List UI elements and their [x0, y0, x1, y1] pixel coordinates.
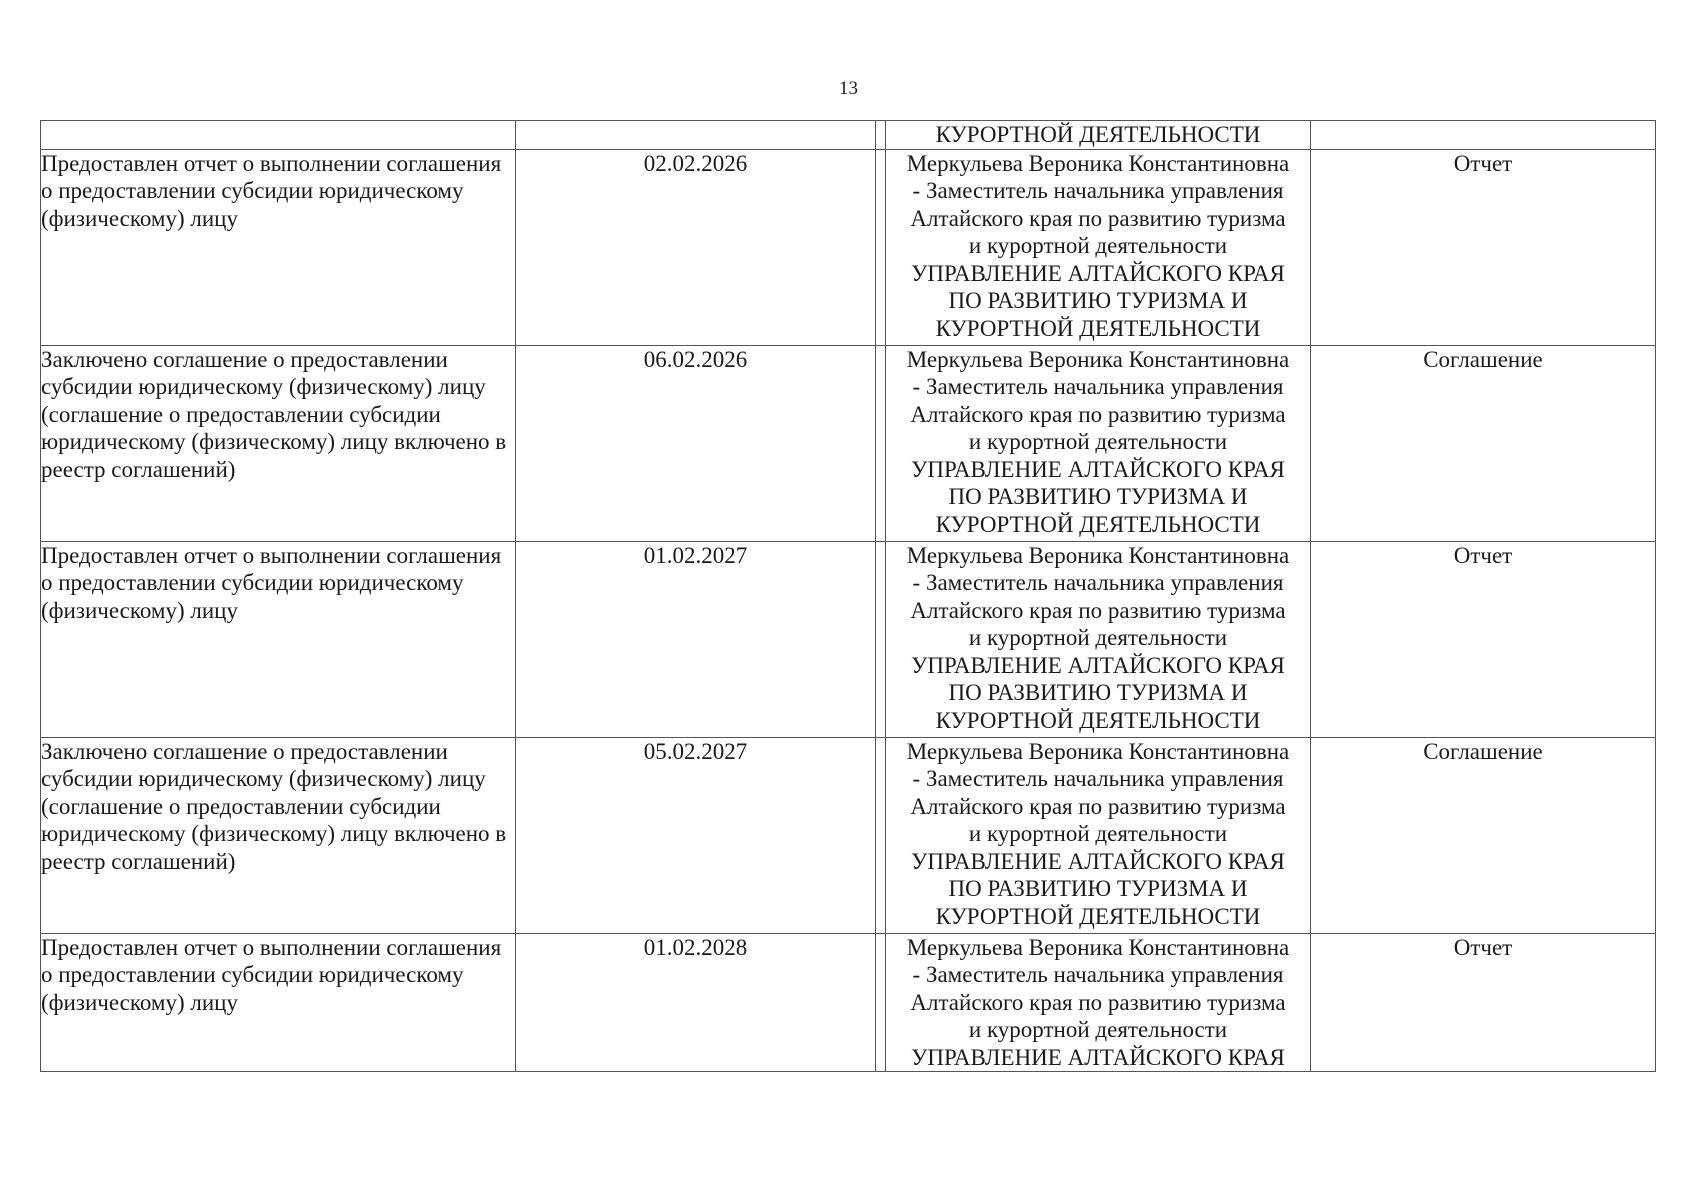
responsible-line: Алтайского края по развитию туризма	[910, 989, 1286, 1015]
date-cell: 02.02.2026	[516, 149, 876, 345]
document-cell	[1311, 121, 1656, 150]
table-row	[41, 149, 1656, 345]
document-cell: Отчет	[1311, 541, 1656, 737]
responsible-cell	[886, 121, 1311, 150]
column-gap	[876, 345, 886, 541]
event-cell: Предоставлен отчет о выполнении соглашения о предоставлении субсидии юридическому (физическому) лицу	[41, 149, 516, 345]
responsible-line: Меркульева Вероника Константиновна	[906, 934, 1290, 960]
responsible-line: КУРОРТНОЙ ДЕЯТЕЛЬНОСТИ	[935, 903, 1261, 929]
responsible-line: КУРОРТНОЙ ДЕЯТЕЛЬНОСТИ	[935, 707, 1261, 733]
responsible-line: - Заместитель начальника управления	[912, 570, 1284, 595]
responsible-line: УПРАВЛЕНИЕ АЛТАЙСКОГО КРАЯ	[911, 456, 1285, 482]
responsible-line: и курортной деятельности	[968, 233, 1228, 258]
responsible-line: ПО РАЗВИТИЮ ТУРИЗМА И	[948, 680, 1248, 705]
document-cell: Соглашение	[1311, 737, 1656, 933]
control-points-table	[40, 120, 1656, 1072]
date-cell: 06.02.2026	[516, 345, 876, 541]
responsible-line: КУРОРТНОЙ ДЕЯТЕЛЬНОСТИ	[935, 315, 1261, 341]
responsible-line: и курортной деятельности	[968, 1017, 1228, 1042]
responsible-line: УПРАВЛЕНИЕ АЛТАЙСКОГО КРАЯ	[911, 652, 1285, 678]
responsible-line: Меркульева Вероника Константиновна	[906, 542, 1290, 568]
date-cell: 01.02.2027	[516, 541, 876, 737]
event-cell	[41, 121, 516, 150]
responsible-cell	[886, 345, 1311, 541]
responsible-line: Алтайского края по развитию туризма	[910, 401, 1286, 427]
table-row	[41, 737, 1656, 933]
document-cell: Соглашение	[1311, 345, 1656, 541]
event-cell: Заключено соглашение о предоставлении субсидии юридическому (физическому) лицу (соглашение о предоставлении субсидии юридическому (физическому) лицу включено в реестр соглашений)	[41, 345, 516, 541]
responsible-line: УПРАВЛЕНИЕ АЛТАЙСКОГО КРАЯ	[911, 260, 1285, 286]
responsible-line: УПРАВЛЕНИЕ АЛТАЙСКОГО КРАЯ	[911, 1044, 1285, 1070]
table-row	[41, 345, 1656, 541]
responsible-line: Алтайского края по развитию туризма	[910, 793, 1286, 819]
responsible-line: и курортной деятельности	[968, 821, 1228, 846]
responsible-line: ПО РАЗВИТИЮ ТУРИЗМА И	[948, 484, 1248, 509]
date-cell: 05.02.2027	[516, 737, 876, 933]
responsible-line: - Заместитель начальника управления	[912, 766, 1284, 791]
responsible-line: Меркульева Вероника Константиновна	[906, 738, 1290, 764]
responsible-line: УПРАВЛЕНИЕ АЛТАЙСКОГО КРАЯ	[911, 848, 1285, 874]
column-gap	[876, 541, 886, 737]
responsible-cell	[886, 541, 1311, 737]
document-cell: Отчет	[1311, 149, 1656, 345]
responsible-line: и курортной деятельности	[968, 429, 1228, 454]
responsible-line: КУРОРТНОЙ ДЕЯТЕЛЬНОСТИ	[935, 511, 1261, 537]
column-gap	[876, 149, 886, 345]
date-cell	[516, 121, 876, 150]
responsible-line: - Заместитель начальника управления	[912, 374, 1284, 399]
responsible-line: Меркульева Вероника Константиновна	[906, 150, 1290, 176]
responsible-line: - Заместитель начальника управления	[912, 178, 1284, 203]
column-gap	[876, 121, 886, 150]
responsible-line: Меркульева Вероника Константиновна	[906, 346, 1290, 372]
date-cell: 01.02.2028	[516, 933, 876, 1072]
document-cell: Отчет	[1311, 933, 1656, 1072]
responsible-cell	[886, 933, 1311, 1072]
responsible-line: Алтайского края по развитию туризма	[910, 205, 1286, 231]
responsible-cell	[886, 737, 1311, 933]
responsible-line: ПО РАЗВИТИЮ ТУРИЗМА И	[948, 288, 1248, 313]
responsible-line: - Заместитель начальника управления	[912, 962, 1284, 987]
responsible-line: и курортной деятельности	[968, 625, 1228, 650]
page-number: 13	[839, 78, 858, 99]
responsible-cell	[886, 149, 1311, 345]
table-row	[41, 933, 1656, 1072]
responsible-line: КУРОРТНОЙ ДЕЯТЕЛЬНОСТИ	[935, 122, 1261, 147]
responsible-line: Алтайского края по развитию туризма	[910, 597, 1286, 623]
event-cell: Предоставлен отчет о выполнении соглашения о предоставлении субсидии юридическому (физическому) лицу	[41, 933, 516, 1072]
event-cell: Заключено соглашение о предоставлении субсидии юридическому (физическому) лицу (соглашение о предоставлении субсидии юридическому (физическому) лицу включено в реестр соглашений)	[41, 737, 516, 933]
column-gap	[876, 933, 886, 1072]
responsible-line: ПО РАЗВИТИЮ ТУРИЗМА И	[948, 876, 1248, 901]
table-row-continuation	[41, 121, 1656, 150]
table-row	[41, 541, 1656, 737]
event-cell: Предоставлен отчет о выполнении соглашения о предоставлении субсидии юридическому (физическому) лицу	[41, 541, 516, 737]
column-gap	[876, 737, 886, 933]
